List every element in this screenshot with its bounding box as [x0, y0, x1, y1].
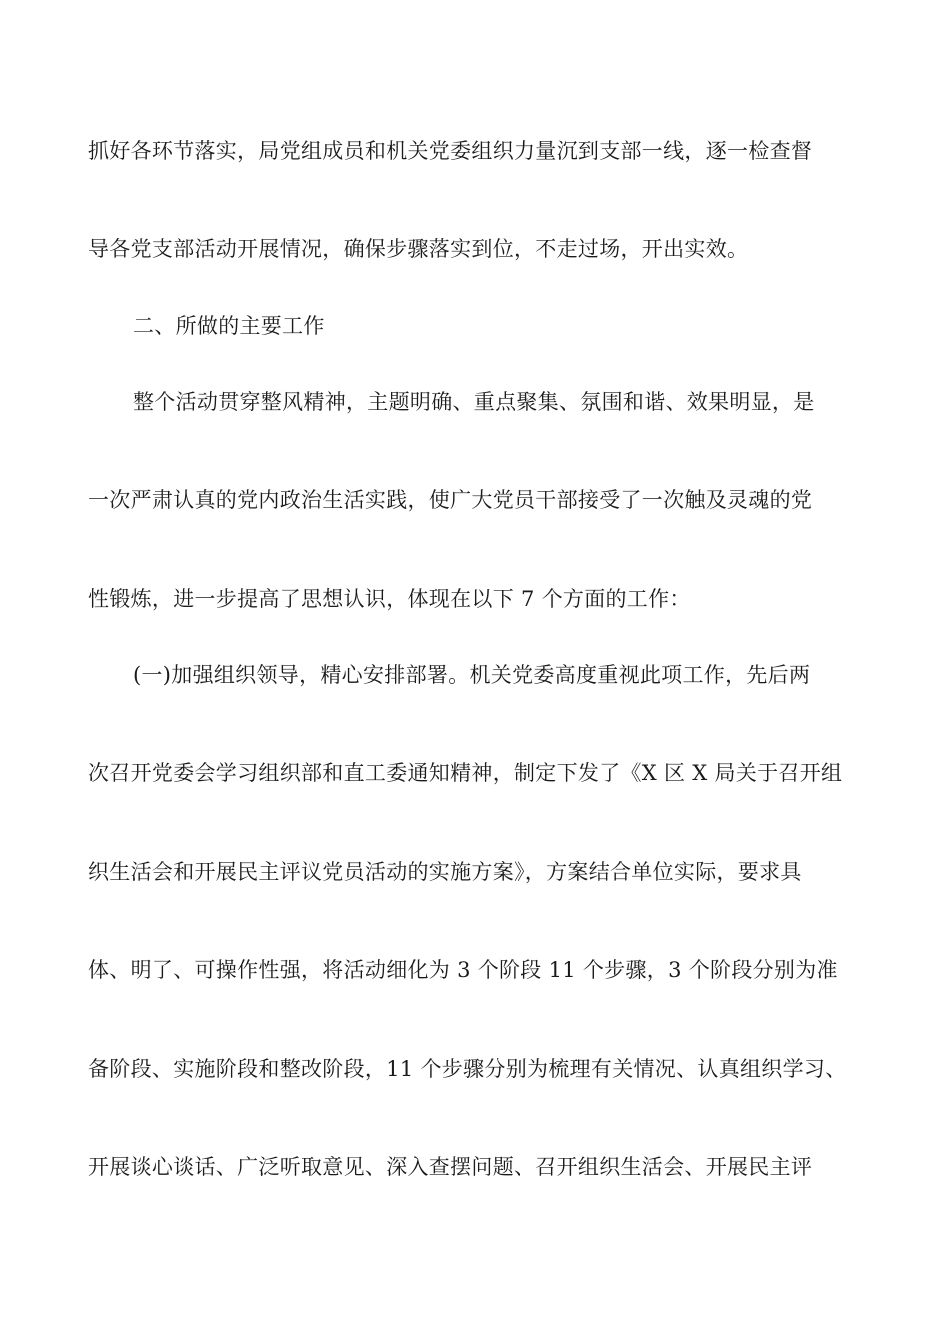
paragraph-line-11: 开展谈心谈话、广泛听取意见、深入查摆问题、召开组织生活会、开展民主评	[88, 1155, 813, 1179]
paragraph-line-8: 织生活会和开展民主评议党员活动的实施方案》，方案结合单位实际，要求具	[88, 860, 802, 884]
paragraph-line-1: 抓好各环节落实，局党组成员和机关党委组织力量沉到支部一线，逐一检查督	[88, 139, 813, 163]
paragraph-line-6: (一)加强组织领导，精心安排部署。机关党委高度重视此项工作，先后两	[133, 663, 811, 687]
paragraph-line-9: 体、明了、可操作性强，将活动细化为 3 个阶段 11 个步骤，3 个阶段分别为准	[88, 958, 838, 982]
paragraph-line-5: 性锻炼，进一步提高了思想认识，体现在以下 7 个方面的工作：	[88, 587, 691, 611]
paragraph-line-2: 导各党支部活动开展情况，确保步骤落实到位，不走过场，开出实效。	[88, 237, 749, 261]
section-heading: 二、所做的主要工作	[133, 314, 325, 338]
paragraph-line-10: 备阶段、实施阶段和整改阶段，11 个步骤分别为梳理有关情况、认真组织学习、	[88, 1057, 847, 1081]
paragraph-line-4: 一次严肃认真的党内政治生活实践，使广大党员干部接受了一次触及灵魂的党	[88, 488, 813, 512]
paragraph-line-7: 次召开党委会学习组织部和直工委通知精神，制定下发了《X 区 X 局关于召开组	[88, 761, 843, 785]
paragraph-line-3: 整个活动贯穿整风精神，主题明确、重点聚集、氛围和谐、效果明显，是	[133, 390, 815, 414]
